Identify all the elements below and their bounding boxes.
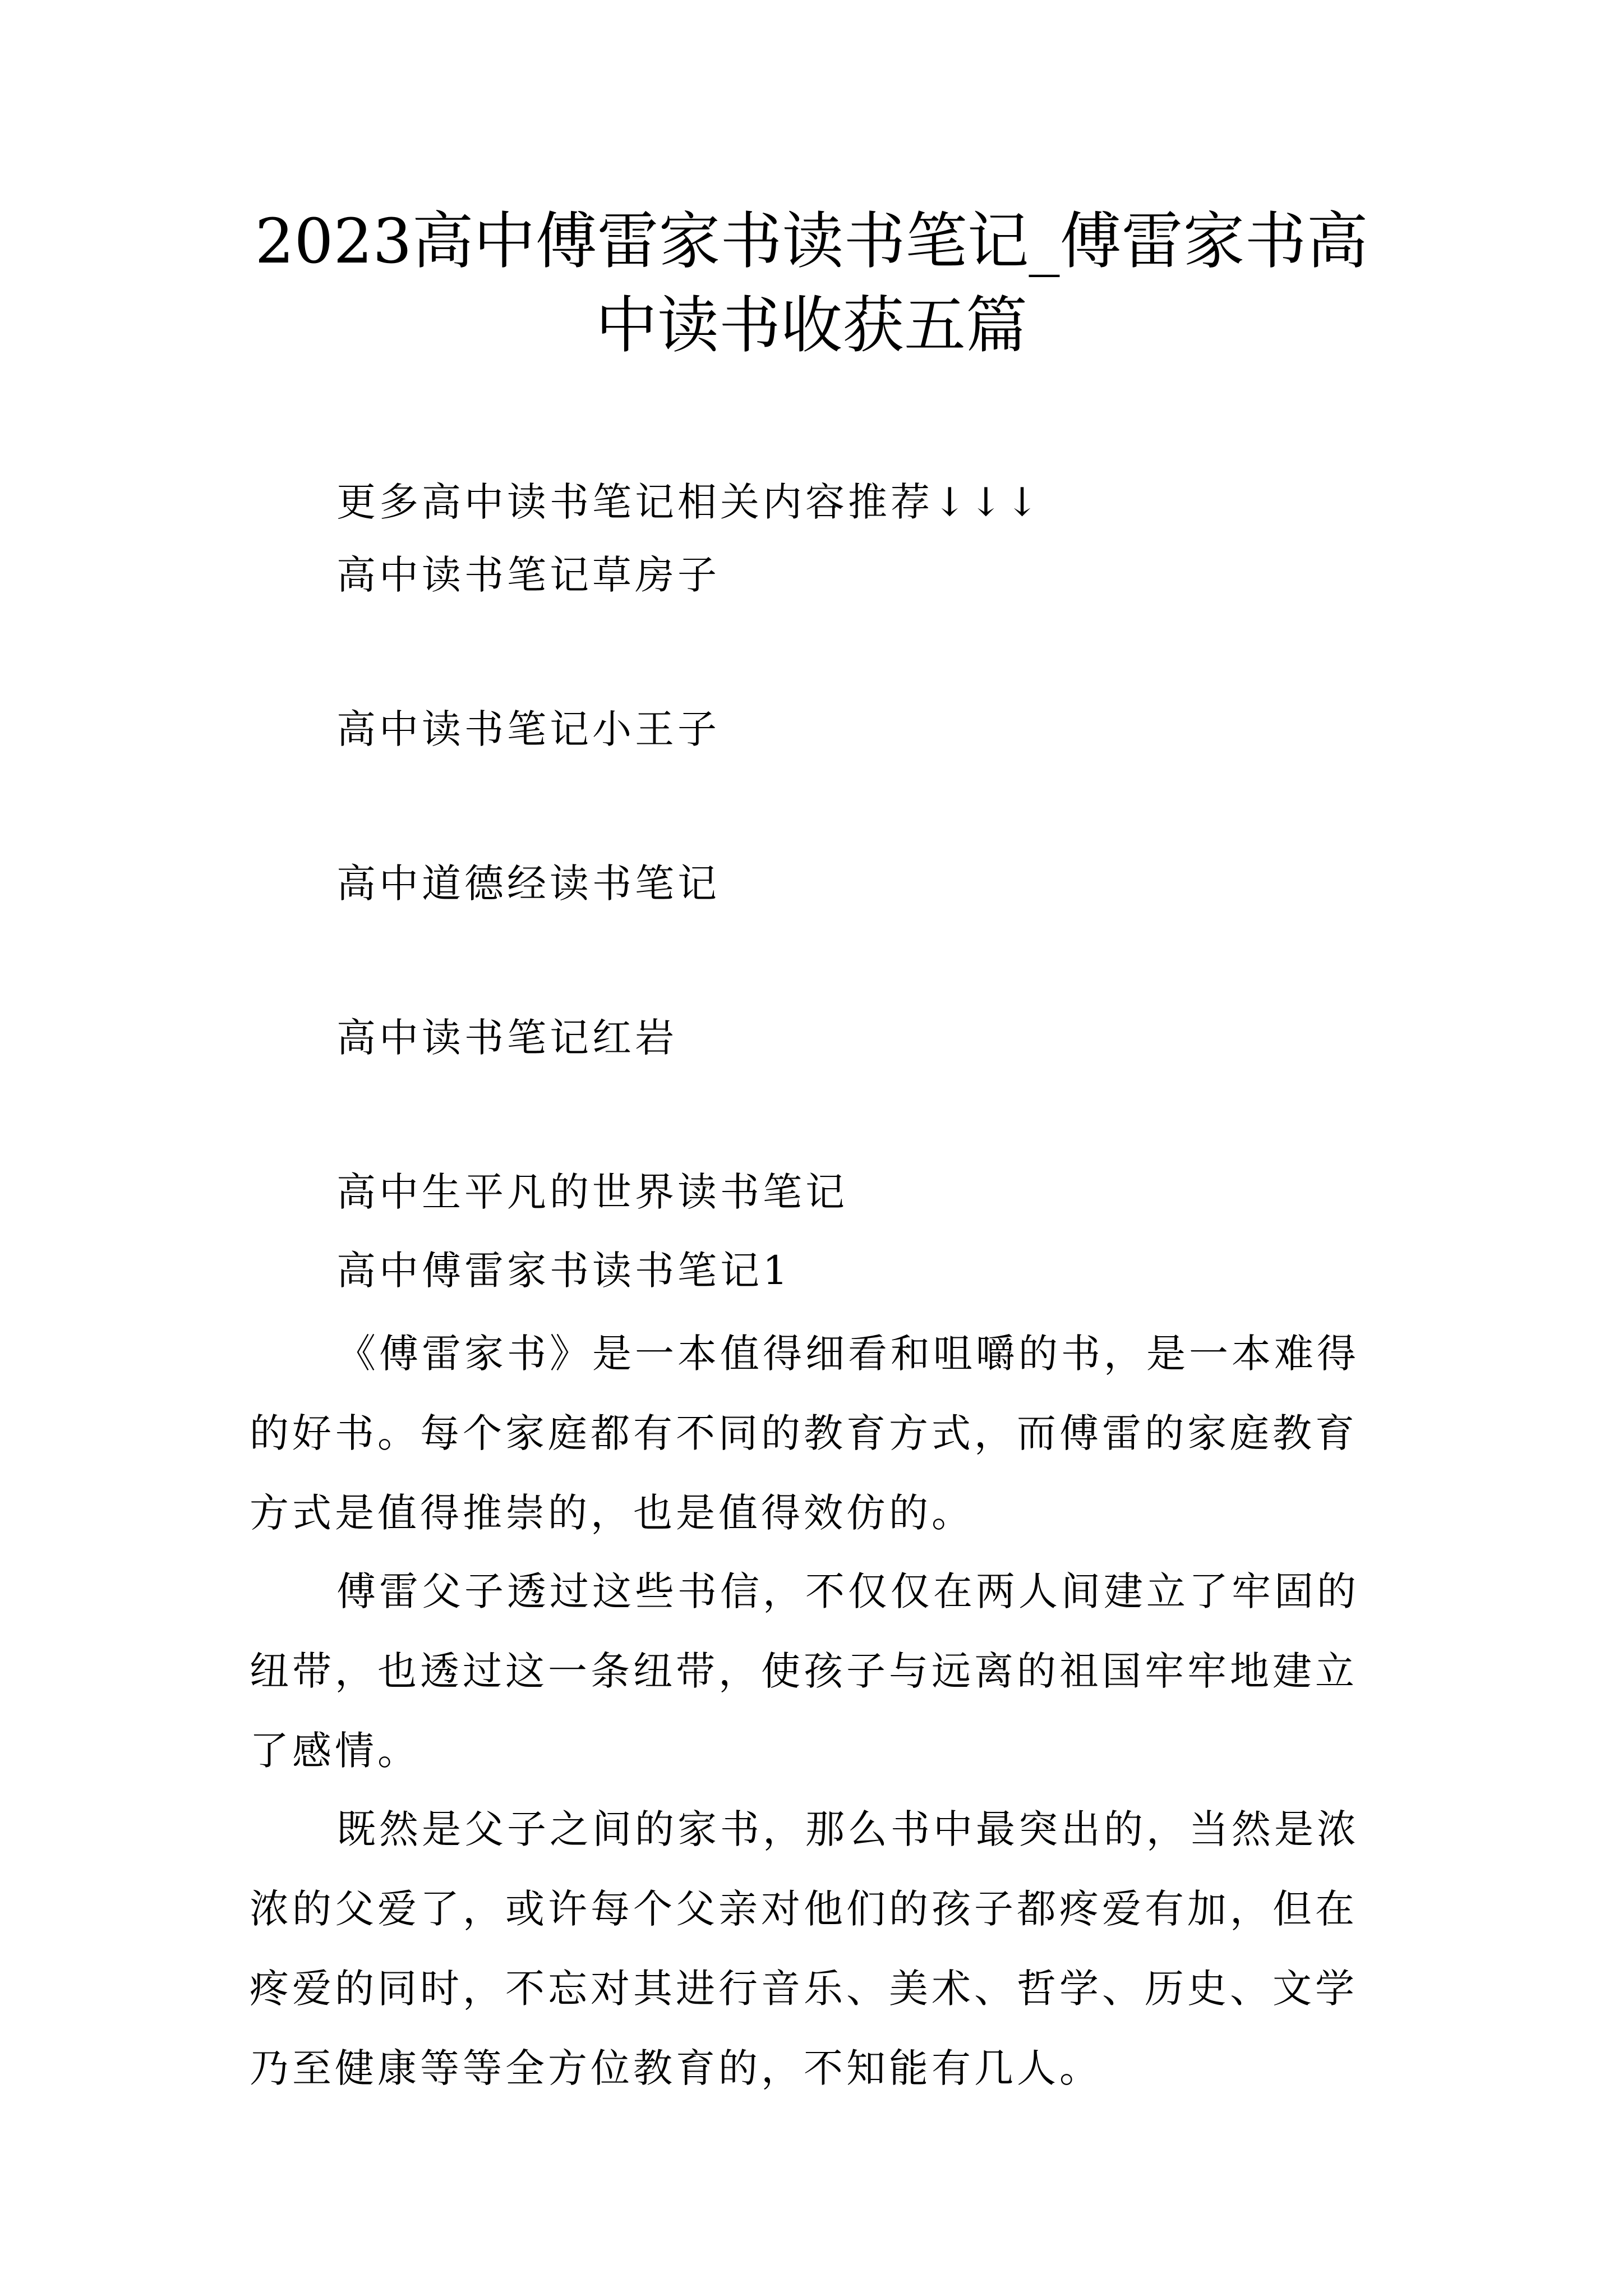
section-heading: 高中傅雷家书读书笔记1: [336, 1248, 791, 1294]
recommend-link-pingfan[interactable]: 高中生平凡的世界读书笔记: [336, 1169, 848, 1215]
recommend-link-daodejing[interactable]: 高中道德经读书笔记: [336, 861, 720, 907]
recommend-link-xiaowangzi[interactable]: 高中读书笔记小王子: [336, 706, 720, 752]
paragraph-1: 《傅雷家书》是一本值得细看和咀嚼的书，是一本难得的好书。每个家庭都有不同的教育方式，而傅雷的家庭教育方式是值得推崇的，也是值得效仿的。: [250, 1331, 1359, 1536]
paragraph-3: 既然是父子之间的家书，那么书中最突出的，当然是浓浓的父爱了，或许每个父亲对他们的孩子都疼爱有加，但在疼爱的同时，不忘对其进行音乐、美术、哲学、历史、文学乃至健康等等全方位教育的，不知能有几人。: [250, 1806, 1359, 2091]
paragraph-2: 傅雷父子透过这些书信，不仅仅在两人间建立了牢固的纽带，也透过这一条纽带，使孩子与远离的祖国牢牢地建立了感情。: [250, 1568, 1359, 1774]
recommend-link-hongyan[interactable]: 高中读书笔记红岩: [336, 1015, 677, 1061]
document-title: 2023高中傅雷家书读书笔记_傅雷家书高中读书收获五篇: [255, 205, 1368, 361]
recommend-intro: 更多高中读书笔记相关内容推荐↓↓↓: [336, 479, 1042, 525]
recommend-link-caofangzi[interactable]: 高中读书笔记草房子: [336, 552, 720, 598]
